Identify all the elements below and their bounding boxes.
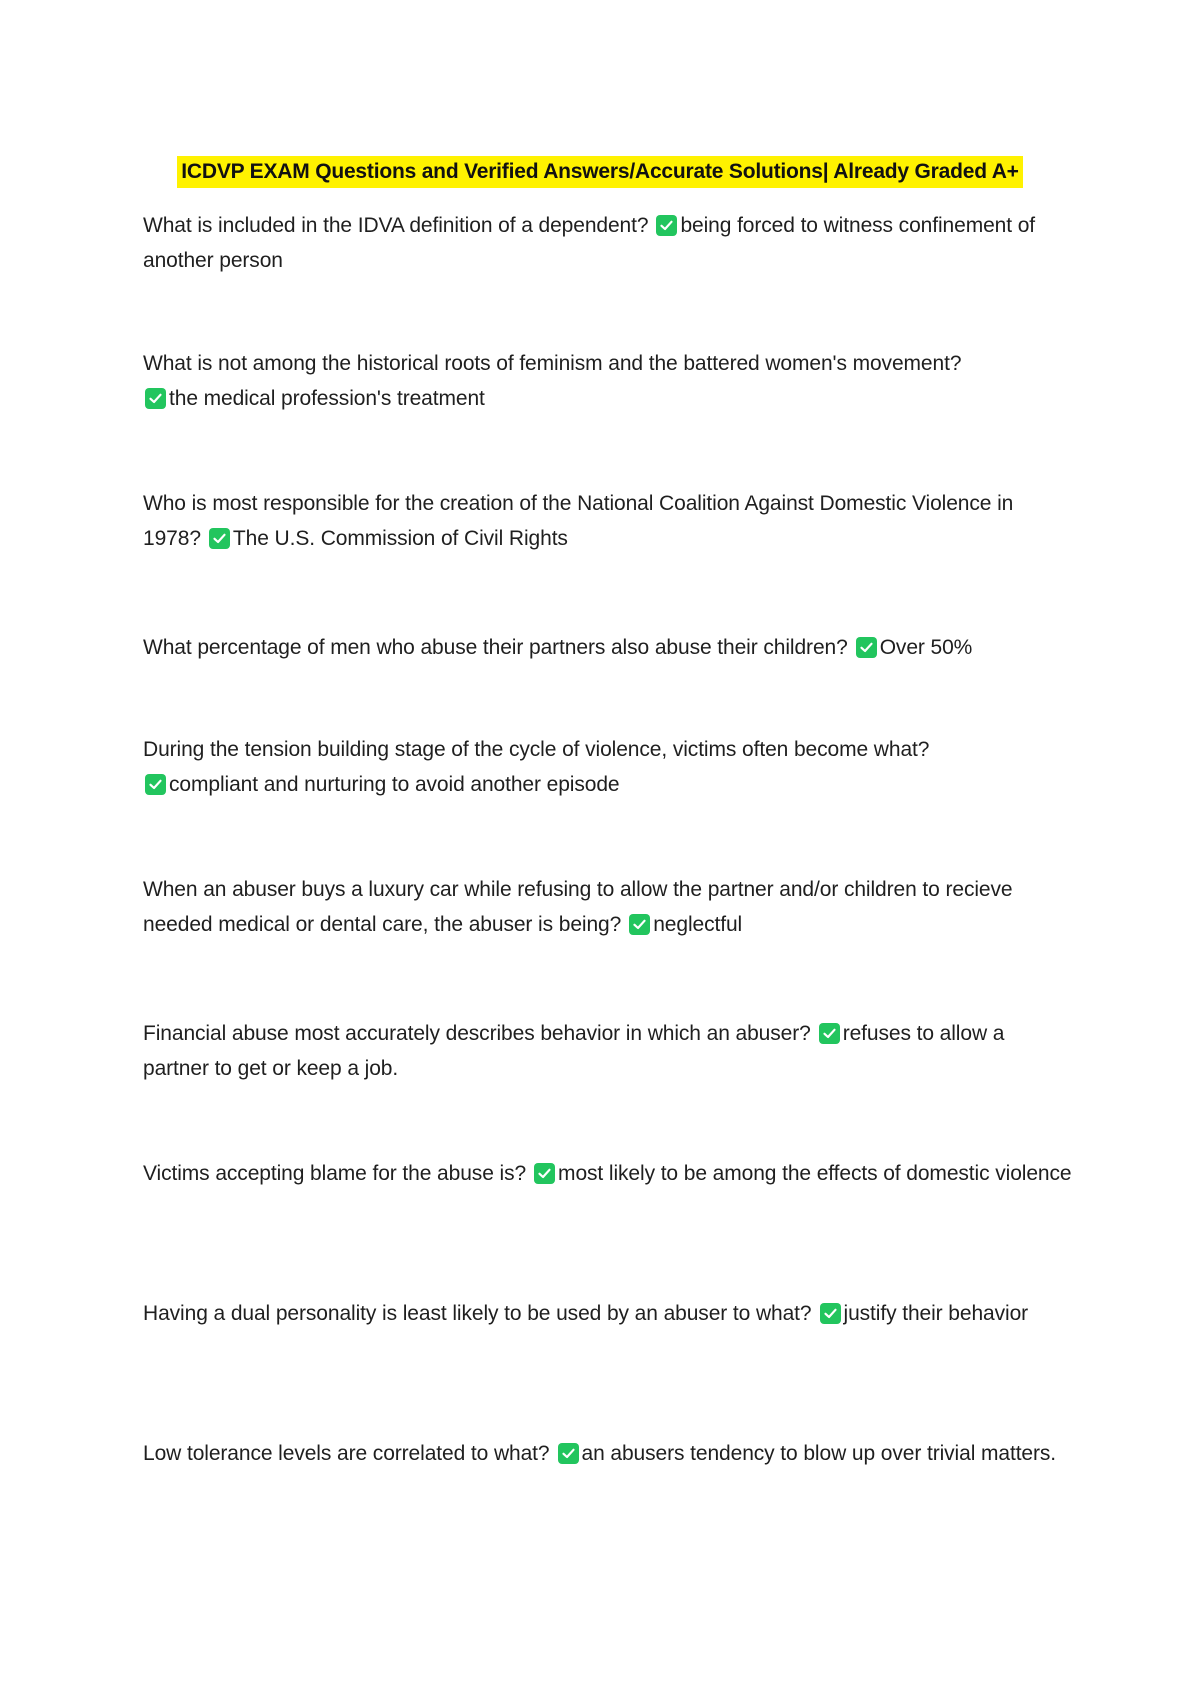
- answer-text: Over 50%: [879, 636, 973, 659]
- title-container: [0, 156, 1200, 188]
- green-checkbox-icon: [656, 215, 677, 236]
- document-title: ICDVP EXAM Questions and Verified Answers/Accurate Solutions| Already Graded A+: [177, 156, 1023, 188]
- qa-item: [143, 1296, 1073, 1331]
- green-checkbox-icon: [856, 637, 877, 658]
- answer-text: The U.S. Commission of Civil Rights: [232, 527, 568, 550]
- answer-text: the medical profession's treatment: [169, 387, 485, 410]
- answer-text: refuses to allow a partner to get or keep a job.: [143, 1022, 1005, 1080]
- answer-text: being forced to witness confinement of another person: [143, 214, 1036, 272]
- qa-item: [143, 732, 1073, 802]
- green-checkbox-icon: [819, 1023, 840, 1044]
- qa-item: [143, 872, 1073, 942]
- qa-item: [143, 208, 1073, 278]
- question-text: Financial abuse most accurately describes behavior in which an abuser?: [143, 1022, 811, 1045]
- qa-item: [143, 346, 1073, 416]
- question-text: Who is most responsible for the creation of the National Coalition Against Domestic Violence in 1978?: [143, 492, 1014, 550]
- answer-text: compliant and nurturing to avoid another episode: [169, 773, 620, 796]
- green-checkbox-icon: [820, 1303, 841, 1324]
- question-text: When an abuser buys a luxury car while refusing to allow the partner and/or children to recieve needed medical or dental care, the abuser is being?: [143, 878, 1013, 936]
- green-checkbox-icon: [558, 1443, 579, 1464]
- question-text: What is included in the IDVA definition of a dependent?: [143, 214, 649, 237]
- qa-item: [143, 1016, 1073, 1086]
- question-text: Low tolerance levels are correlated to what?: [143, 1442, 550, 1465]
- qa-item: [143, 1436, 1073, 1471]
- question-text: What percentage of men who abuse their partners also abuse their children?: [143, 636, 848, 659]
- qa-item: [143, 486, 1073, 556]
- answer-text: justify their behavior: [843, 1302, 1029, 1325]
- green-checkbox-icon: [145, 388, 166, 409]
- green-checkbox-icon: [629, 914, 650, 935]
- answer-text: most likely to be among the effects of domestic violence: [558, 1162, 1072, 1185]
- question-text: What is not among the historical roots of feminism and the battered women's movement?: [143, 352, 962, 375]
- question-text: Having a dual personality is least likely to be used by an abuser to what?: [143, 1302, 812, 1325]
- qa-item: [143, 630, 1073, 665]
- answer-text: an abusers tendency to blow up over trivial matters.: [581, 1442, 1057, 1465]
- green-checkbox-icon: [534, 1163, 555, 1184]
- question-text: Victims accepting blame for the abuse is?: [143, 1162, 527, 1185]
- green-checkbox-icon: [209, 528, 230, 549]
- qa-item: [143, 1156, 1073, 1191]
- green-checkbox-icon: [145, 774, 166, 795]
- question-text: During the tension building stage of the cycle of violence, victims often become what?: [143, 738, 930, 761]
- answer-text: neglectful: [653, 913, 743, 936]
